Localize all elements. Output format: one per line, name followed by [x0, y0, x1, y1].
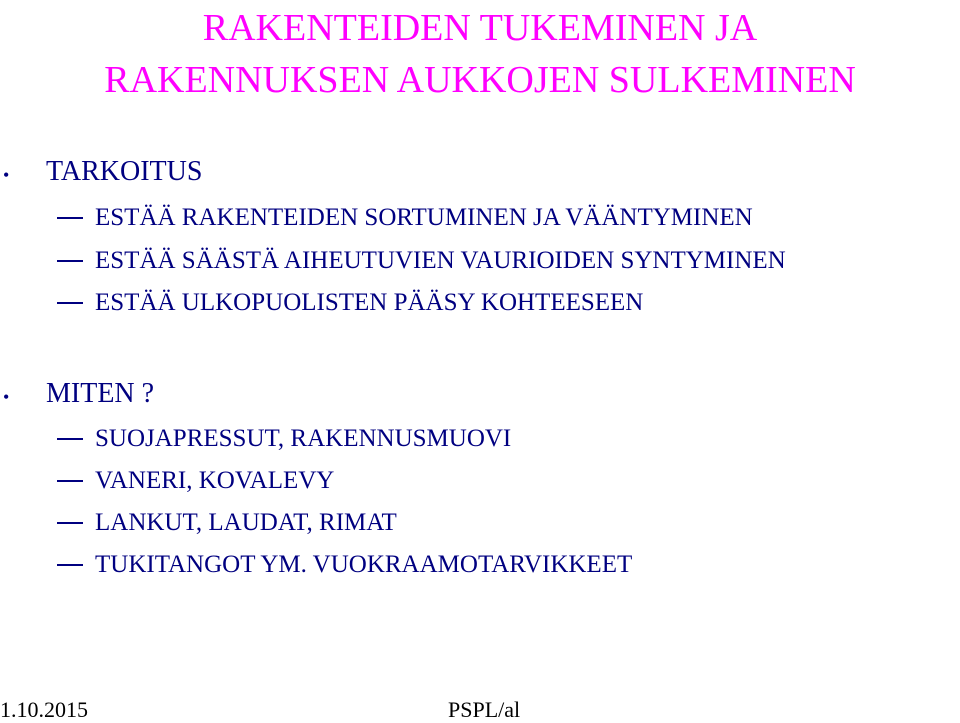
dash-icon [57, 302, 83, 304]
dash-icon [57, 564, 83, 566]
dash-icon [57, 522, 83, 524]
bullet-icon: • [3, 165, 10, 185]
dash-icon [57, 217, 83, 219]
list-item-text: TUKITANGOT YM. VUOKRAAMOTARVIKKEET [95, 551, 633, 578]
slide-title-line-1: RAKENTEIDEN TUKEMINEN JA [202, 7, 758, 49]
slide-title-line-2: RAKENNUKSEN AUKKOJEN SULKEMINEN [104, 59, 856, 101]
section-heading: MITEN ? [46, 378, 155, 409]
dash-icon [57, 260, 83, 262]
dash-icon [57, 480, 83, 482]
list-item-text: SUOJAPRESSUT, RAKENNUSMUOVI [95, 425, 512, 452]
list-item-text: ESTÄÄ ULKOPUOLISTEN PÄÄSY KOHTEESEEN [95, 289, 644, 316]
section-heading: TARKOITUS [46, 156, 203, 187]
dash-icon [57, 438, 83, 440]
list-item-text: ESTÄÄ RAKENTEIDEN SORTUMINEN JA VÄÄNTYMINEN [95, 204, 753, 231]
footer-author: PSPL/al [448, 697, 521, 722]
list-item-text: VANERI, KOVALEVY [95, 467, 335, 494]
footer-date: 1.10.2015 [0, 697, 88, 722]
list-item-text: ESTÄÄ SÄÄSTÄ AIHEUTUVIEN VAURIOIDEN SYNTYMINEN [95, 247, 786, 274]
list-item-text: LANKUT, LAUDAT, RIMAT [95, 509, 397, 536]
bullet-icon: • [3, 387, 10, 407]
